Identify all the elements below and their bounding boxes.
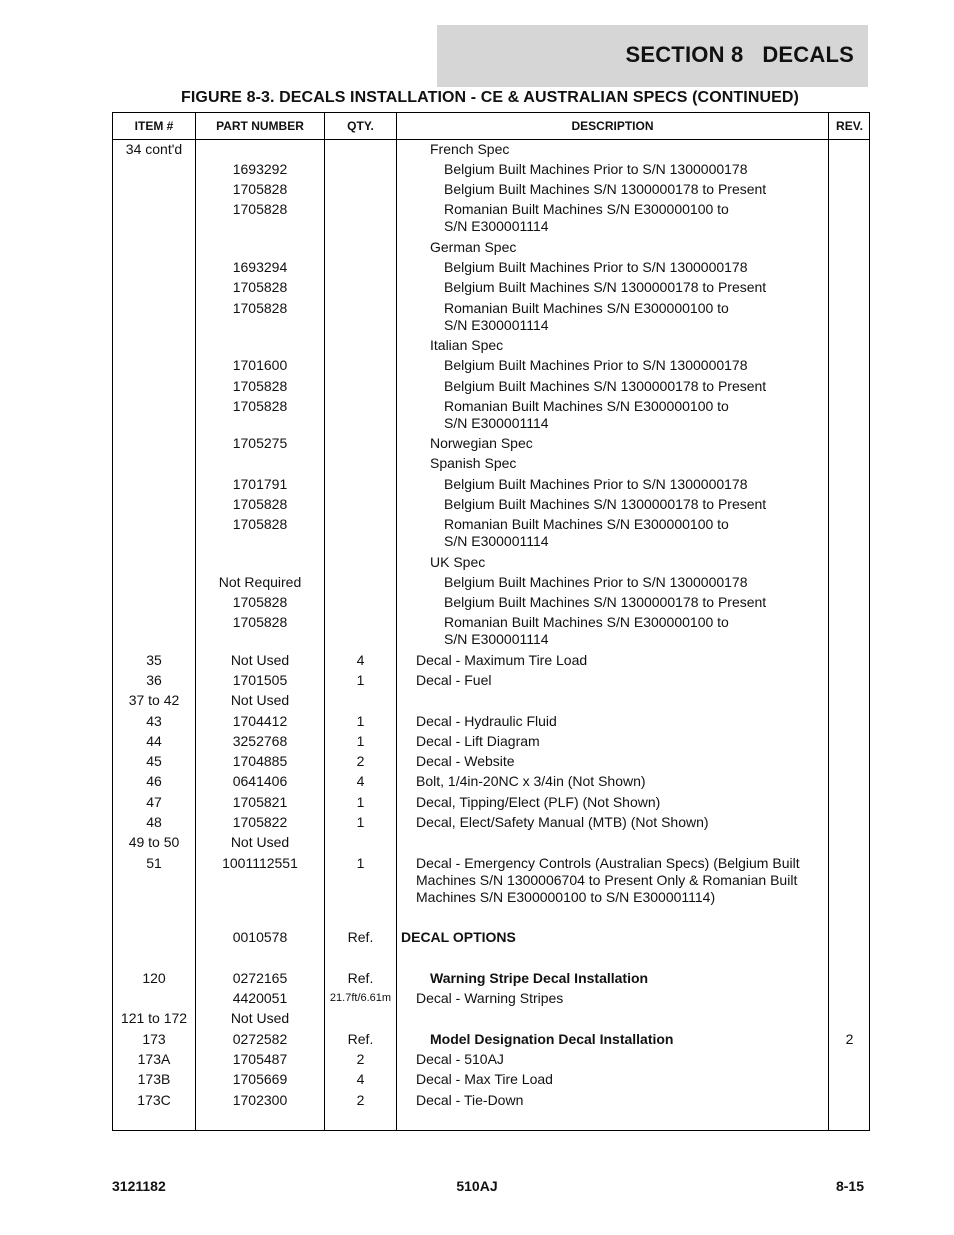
item-cell: 47 <box>146 794 162 810</box>
description-cell: Belgium Built Machines S/N 1300000178 to Present <box>444 496 767 512</box>
part-number-cell: 1705822 <box>232 814 288 830</box>
column-header-description: DESCRIPTION <box>571 119 654 133</box>
header-divider <box>113 139 869 140</box>
part-number-cell: 4420051 <box>232 990 288 1006</box>
part-number-cell: 1705828 <box>232 378 288 394</box>
item-cell: 36 <box>146 672 162 688</box>
column-header-item: ITEM # <box>134 119 174 133</box>
description-cell: Decal - Lift Diagram <box>416 733 540 749</box>
description-cell: Warning Stripe Decal Installation <box>430 970 649 986</box>
item-cell: 51 <box>146 855 162 871</box>
part-number-cell: 1705828 <box>232 594 288 610</box>
qty-cell: Ref. <box>347 1031 374 1047</box>
part-number-cell: 1705828 <box>232 398 288 414</box>
part-number-cell: Not Used <box>230 652 290 668</box>
rev-cell: 2 <box>845 1031 854 1047</box>
qty-cell: 4 <box>356 652 365 668</box>
qty-cell: Ref. <box>347 929 374 945</box>
part-number-cell: 1705828 <box>232 300 288 316</box>
item-cell: 173C <box>137 1092 171 1108</box>
description-cell: DECAL OPTIONS <box>401 929 516 945</box>
qty-cell: 2 <box>356 753 365 769</box>
description-cell: Romanian Built Machines S/N E300000100 to S/N E300001114 <box>444 614 729 647</box>
item-cell: 35 <box>146 652 162 668</box>
qty-cell: 1 <box>356 672 365 688</box>
description-cell: Decal, Elect/Safety Manual (MTB) (Not Shown) <box>416 814 709 830</box>
qty-cell: 1 <box>356 713 365 729</box>
part-number-cell: 3252768 <box>232 733 288 749</box>
part-number-cell: Not Used <box>230 692 290 708</box>
qty-cell: 4 <box>356 1071 365 1087</box>
item-cell: 46 <box>146 773 162 789</box>
part-number-cell: Not Required <box>218 574 302 590</box>
description-cell: Belgium Built Machines S/N 1300000178 to Present <box>444 378 767 394</box>
item-cell: 173B <box>137 1071 171 1087</box>
item-cell: 173 <box>142 1031 166 1047</box>
description-cell: Romanian Built Machines S/N E300000100 to S/N E300001114 <box>444 516 729 549</box>
part-number-cell: 0272165 <box>232 970 288 986</box>
parts-table <box>112 112 870 1131</box>
part-number-cell: 1705828 <box>232 516 288 532</box>
qty-cell: 1 <box>356 814 365 830</box>
description-cell: Decal - Max Tire Load <box>416 1071 553 1087</box>
description-cell: Model Designation Decal Installation <box>430 1031 674 1047</box>
column-divider <box>828 113 829 1130</box>
column-divider <box>396 113 397 1130</box>
part-number-cell: 1705828 <box>232 614 288 630</box>
description-cell: Romanian Built Machines S/N E300000100 to S/N E300001114 <box>444 300 729 333</box>
part-number-cell: 1704885 <box>232 753 288 769</box>
description-cell: Romanian Built Machines S/N E300000100 to S/N E300001114 <box>444 398 729 431</box>
part-number-cell: 1701600 <box>232 357 288 373</box>
item-cell: 120 <box>142 970 166 986</box>
description-cell: Spanish Spec <box>430 455 517 471</box>
description-cell: French Spec <box>430 141 510 157</box>
description-cell: Decal - Warning Stripes <box>416 990 564 1006</box>
column-header-rev: REV. <box>836 119 863 133</box>
part-number-cell: Not Used <box>230 834 290 850</box>
description-cell: Norwegian Spec <box>430 435 533 451</box>
footer-model: 510AJ <box>456 1178 498 1194</box>
description-cell: Decal - Hydraulic Fluid <box>416 713 557 729</box>
item-cell: 121 to 172 <box>120 1010 188 1026</box>
part-number-cell: 1693292 <box>232 161 288 177</box>
description-cell: Decal - Tie-Down <box>416 1092 524 1108</box>
description-cell: Decal - Fuel <box>416 672 492 688</box>
item-cell: 173A <box>137 1051 171 1067</box>
description-cell: Romanian Built Machines S/N E300000100 to S/N E300001114 <box>444 201 729 234</box>
part-number-cell: Not Used <box>230 1010 290 1026</box>
description-cell: Belgium Built Machines Prior to S/N 1300000178 <box>444 574 748 590</box>
qty-cell: 2 <box>356 1051 365 1067</box>
item-cell: 48 <box>146 814 162 830</box>
description-cell: Belgium Built Machines S/N 1300000178 to Present <box>444 279 767 295</box>
part-number-cell: 1705275 <box>232 435 288 451</box>
part-number-cell: 1705487 <box>232 1051 288 1067</box>
description-cell: Belgium Built Machines S/N 1300000178 to Present <box>444 594 767 610</box>
column-header-qty: QTY. <box>347 119 374 133</box>
item-cell: 44 <box>146 733 162 749</box>
part-number-cell: 0641406 <box>232 773 288 789</box>
section-title: SECTION 8 DECALS <box>625 42 854 67</box>
description-cell: Belgium Built Machines Prior to S/N 1300000178 <box>444 357 748 373</box>
qty-cell: 4 <box>356 773 365 789</box>
description-cell: Belgium Built Machines S/N 1300000178 to Present <box>444 181 767 197</box>
description-cell: Decal - Maximum Tire Load <box>416 652 588 668</box>
column-header-part-number: PART NUMBER <box>216 119 304 133</box>
description-cell: Bolt, 1/4in-20NC x 3/4in (Not Shown) <box>416 773 646 789</box>
figure-title: FIGURE 8-3. DECALS INSTALLATION - CE & AUSTRALIAN SPECS (CONTINUED) <box>181 89 799 106</box>
part-number-cell: 1693294 <box>232 259 288 275</box>
part-number-cell: 1701791 <box>232 476 288 492</box>
footer-page-number: 8-15 <box>835 1178 864 1194</box>
part-number-cell: 0272582 <box>232 1031 288 1047</box>
description-cell: Decal - Website <box>416 753 515 769</box>
part-number-cell: 1705821 <box>232 794 288 810</box>
part-number-cell: 1001112551 <box>222 855 298 871</box>
section-banner <box>437 25 868 87</box>
qty-cell: 1 <box>356 733 365 749</box>
qty-cell: Ref. <box>347 970 374 986</box>
qty-cell: 1 <box>356 855 365 871</box>
item-cell: 43 <box>146 713 162 729</box>
item-cell: 34 cont'd <box>125 141 183 157</box>
part-number-cell: 1705828 <box>232 181 288 197</box>
qty-cell: 2 <box>356 1092 365 1108</box>
item-cell: 45 <box>146 753 162 769</box>
part-number-cell: 1701505 <box>232 672 288 688</box>
description-cell: German Spec <box>430 239 517 255</box>
description-cell: Belgium Built Machines Prior to S/N 1300000178 <box>444 161 748 177</box>
description-cell: Italian Spec <box>430 337 504 353</box>
part-number-cell: 1705828 <box>232 496 288 512</box>
qty-cell: 21.7ft/6.61m <box>329 992 392 1004</box>
part-number-cell: 1705669 <box>232 1071 288 1087</box>
description-cell: Belgium Built Machines Prior to S/N 1300000178 <box>444 476 748 492</box>
description-cell: Decal - Emergency Controls (Australian Specs) (Belgium Built Machines S/N 1300006704 to Present Only & Romanian Built Machines S/N E300000100 to S/N E300001114) <box>416 855 800 905</box>
description-cell: Decal, Tipping/Elect (PLF) (Not Shown) <box>416 794 661 810</box>
description-cell: UK Spec <box>430 554 486 570</box>
part-number-cell: 1705828 <box>232 279 288 295</box>
item-cell: 49 to 50 <box>128 834 180 850</box>
item-cell: 37 to 42 <box>128 692 180 708</box>
part-number-cell: 1705828 <box>232 201 288 217</box>
footer-doc-number: 3121182 <box>112 1178 166 1194</box>
description-cell: Belgium Built Machines Prior to S/N 1300000178 <box>444 259 748 275</box>
part-number-cell: 1704412 <box>232 713 288 729</box>
qty-cell: 1 <box>356 794 365 810</box>
description-cell: Decal - 510AJ <box>416 1051 504 1067</box>
part-number-cell: 1702300 <box>232 1092 288 1108</box>
part-number-cell: 0010578 <box>232 929 288 945</box>
